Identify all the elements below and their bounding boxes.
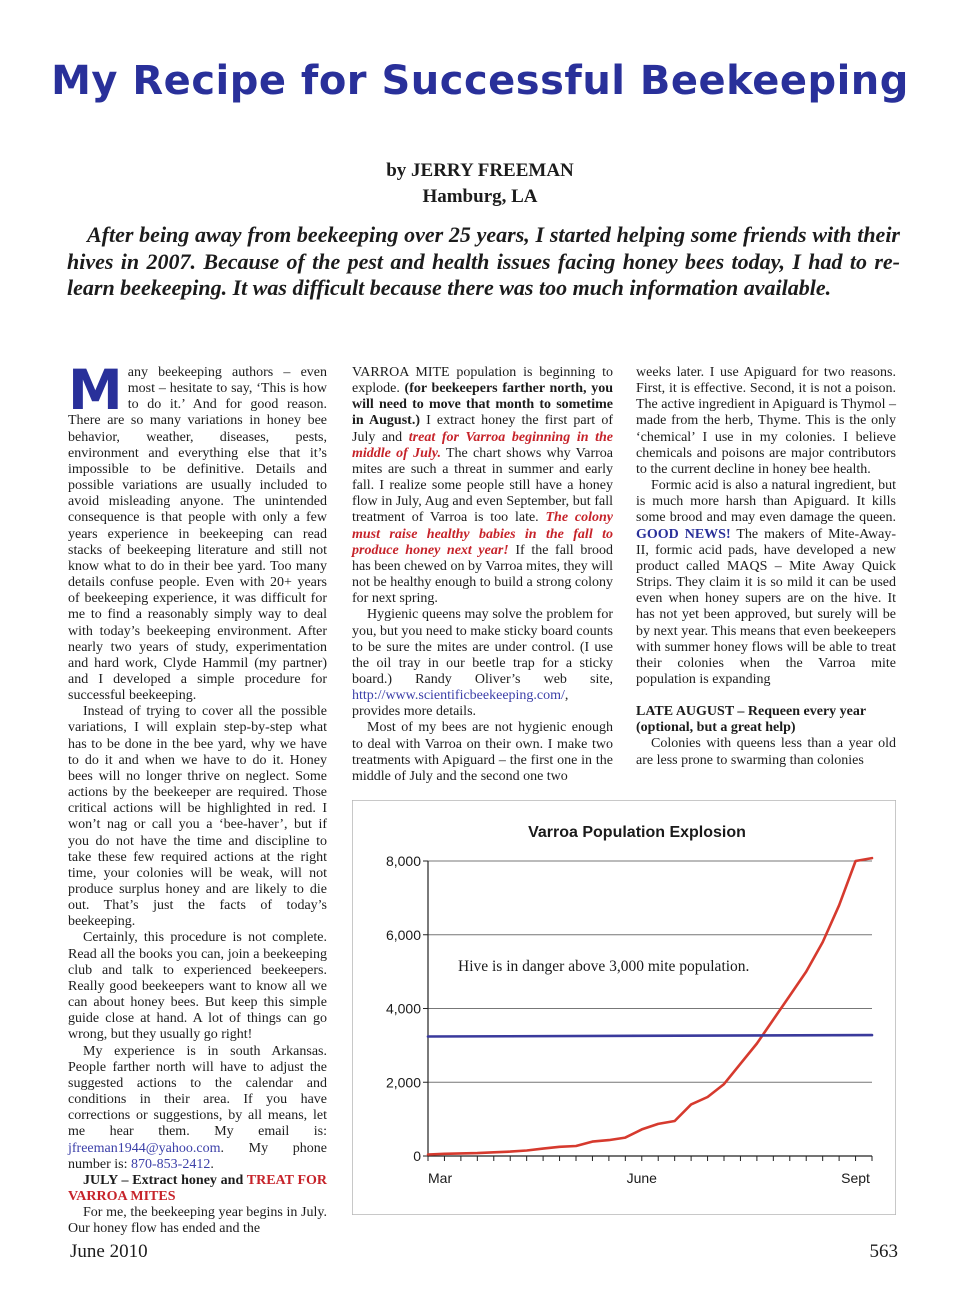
y-tick-label: 8,000 (385, 853, 421, 869)
col1-paragraph-5: For me, the beekeeping year begins in July. Our honey flow has ended and the (68, 1205, 327, 1237)
chart-annotation: Hive is in danger above 3,000 mite population. (458, 958, 750, 975)
y-tick-label: 4,000 (385, 1000, 421, 1017)
late-august-subheading: (optional, but a great help) (636, 720, 796, 736)
col2-p1a: VARROA MITE population is beginning to explode. (352, 365, 613, 397)
col1-p4c: . (210, 1156, 214, 1172)
col1-paragraph-4 (68, 1044, 327, 1173)
col2-p1f-red: The colony must raise healthy babies in the fall to produce honey next year! (352, 510, 613, 558)
email-link[interactable]: jfreeman1944@yahoo.com (68, 1140, 221, 1156)
y-tick-label: 2,000 (385, 1074, 421, 1091)
author-location: Hamburg, LA (422, 186, 538, 207)
x-tick-label: June (626, 1170, 657, 1186)
col1-p4a: My experience is in south Arkansas. People farther north will have to adjust the suggested actions to the calendar and conditions in their area. If you have corrections or suggestions, by all means, let me hear them. My email is: (68, 1043, 327, 1140)
july-heading-red: TREAT FOR VARROA MITES (68, 1172, 328, 1204)
col2-paragraph-3: Most of my bees are not hygienic enough to deal with Varroa on their own. I make two treatments with Apiguard – the first one in the middle of July and the second one two (352, 720, 613, 784)
july-heading (68, 1173, 327, 1205)
col2-p1g: If the fall brood has been chewed on by Varroa mites, they will not be healthy enough to build a strong colony for next spring. (352, 542, 613, 607)
author-name: by JERRY FREEMAN (386, 160, 574, 181)
col3-p2a: Formic acid is also a natural ingredient, but is much more harsh than Apiguard. It kills some brood and may even damage the queen. (636, 478, 896, 526)
article-title: My Recipe for Successful Beekeeping (51, 58, 909, 104)
x-tick-label: Mar (428, 1170, 453, 1186)
column-2 (352, 365, 613, 785)
col2-p2b: , provides more details. (352, 688, 569, 720)
drop-cap: M (68, 358, 123, 422)
chart-title: Varroa Population Explosion (528, 824, 746, 841)
scientificbeekeeping-link[interactable]: http://www.scientificbeekeeping.com/ (352, 688, 565, 704)
col2-paragraph-2 (352, 607, 613, 720)
july-heading-text: JULY – Extract honey and (83, 1172, 247, 1188)
varroa-chart (352, 800, 896, 1215)
col2-p1b-bold: (for beekeepers farther north, you will need to move that month to sometime in August.) (352, 381, 613, 429)
col1-paragraph-1 (68, 358, 327, 704)
intro-paragraph: After being away from beekeeping over 25 years, I started helping some friends with their hives in 2007. Because of the pest and health issues facing honey bees today, I had to re-learn beekeeping. It was difficult because there was too much information available. (67, 222, 900, 300)
x-tick-label: Sept (841, 1170, 870, 1186)
col1-paragraph-2: Instead of trying to cover all the possible variations, I will explain step-by-step what has to be done in the bee yard, why we have to do it and when we have to do it. Honey bees will no longer thrive on neglect. Some actions by the beekeeper are required. Those critical actions will be highlighted in red. I won’t nag or call you a ‘bee-haver’, but if you do not have the time and discipline to take these few required actions at the right time, your colonies will be weak, will not produce surplus honey and are likely to die out. That’s just the facts of today’s beekeeping. (68, 704, 327, 930)
col2-paragraph-1 (352, 365, 613, 607)
y-tick-label: 6,000 (385, 926, 421, 943)
col1-p4b: . My phone number is: (68, 1140, 327, 1172)
column-1 (68, 358, 328, 1237)
y-tick-label: 0 (413, 1148, 421, 1164)
col2-p1e: The chart shows why Varroa mites are such a threat in summer and early fall. I realize some people still have a honey flow in July, Aug and even September, but fall treatment of Varroa is too late. (352, 445, 613, 526)
col3-paragraph-2 (636, 478, 896, 688)
col3-paragraph-3: Colonies with queens less than a year old are less prone to swarming than colonies (636, 736, 896, 768)
series-line (428, 1035, 872, 1036)
good-news-highlight: GOOD NEWS! (636, 526, 731, 542)
phone-number: 870-853-2412 (131, 1156, 211, 1172)
issue-date: June 2010 (70, 1241, 148, 1262)
page-number: 563 (869, 1241, 898, 1262)
col1-paragraph-3: Certainly, this procedure is not complete. Read all the books you can, join a beekeeping club and talk to experienced beekeepers. Really good beekeepers want to know all we can about honey bees. But keep this simple guide close at hand. A lot of things can go wrong, but they usually go right! (68, 930, 327, 1043)
byline (0, 158, 960, 210)
chart-frame (352, 800, 896, 1215)
col2-p1d-red: treat for Varroa beginning in the middle of July. (352, 429, 613, 461)
column-3 (636, 365, 896, 769)
late-august-heading: LATE AUGUST – Requeen every year (636, 704, 867, 720)
col2-p2a: Hygienic queens may solve the problem for you, but you need to make sticky board counts to be sure the mites are under control. (I use the oil tray in our beetle trap for a sticky board.) Randy Oliver’s web site, (352, 607, 613, 687)
col3-paragraph-1: weeks later. I use Apiguard for two reasons. First, it is effective. Second, it is not a poison. The active ingredient in Apiguard is Thymol – made from the herb, Thyme. This is the only ‘chemical’ I use in my colonies. I believe chemicals and poisons are major contributors to the current decline in honey bee health. (636, 365, 896, 477)
col1-p1-text: any beekeeping authors – even most – hesitate to say, ‘This is how to do it.’ And for good reason. There are so many variations in honey bee behavior, weather, diseases, pests, environment and everything else that it’s impossible to be definitive. Details and possible variations are usually included to avoid misleading anyone. The unintended consequence is that people with only a few years experience in beekeeping can read stacks of beekeeping literature and still not know what to do in their bee yard. Too many details confuse people. Even with 20+ years of beekeeping experience, it was difficult for me to find a reasonably simply way to deal with today’s beekeeping environment. After nearly two years of study, experimentation and hard work, Clyde Hammil (my partner) and I developed a simple procedure for successful beekeeping. (68, 365, 327, 704)
col3-p2b: The makers of Mite-Away-II, formic acid pads, have developed a new product called MAQS – Mite Away Quick Strips. They claim it is so mild it can be used even when honey supers are on the hive. It has not yet been approved, but surely will be by next year. This means that even beekeepers with summer honey flows will be able to treat their colonies when the Varroa mite population is expanding (636, 526, 896, 687)
col2-p1c: I extract honey the first part of July and (352, 413, 613, 445)
